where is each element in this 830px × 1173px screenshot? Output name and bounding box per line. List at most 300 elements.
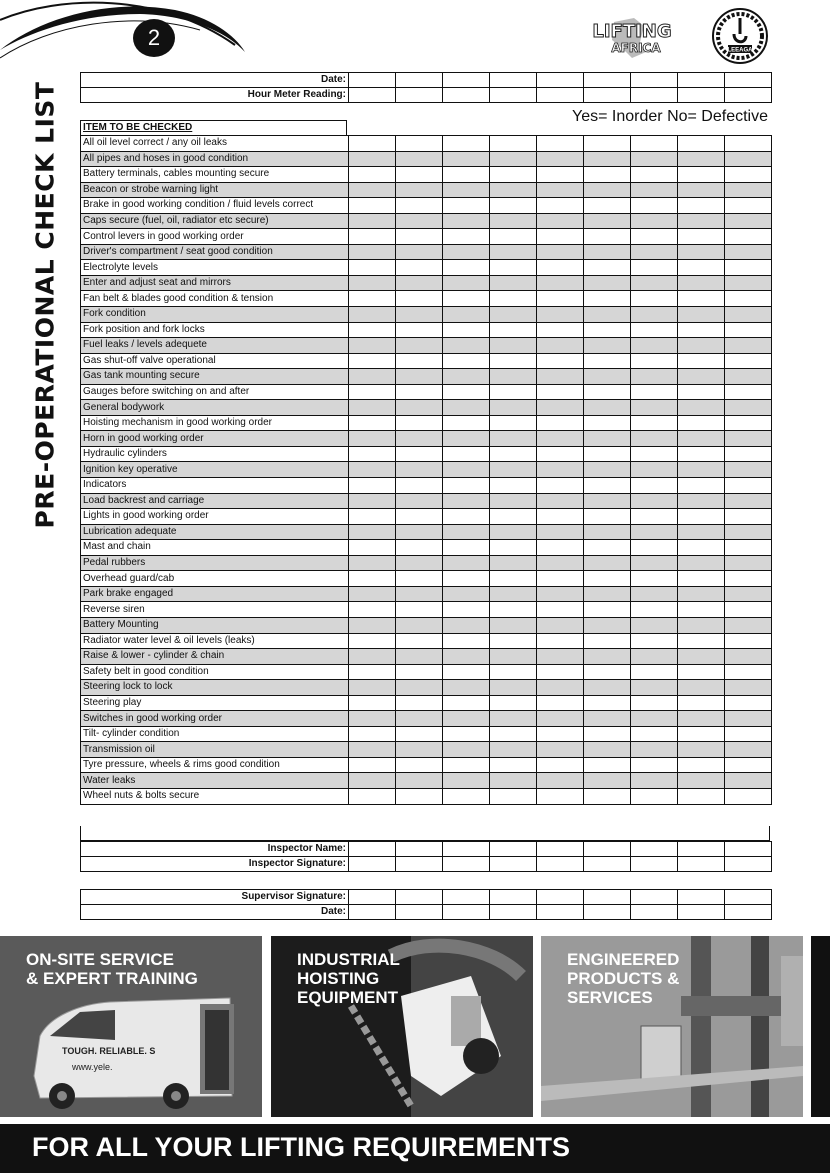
check-cell[interactable]	[396, 617, 443, 633]
check-cell[interactable]	[631, 742, 678, 758]
check-cell[interactable]	[490, 244, 537, 260]
check-cell[interactable]	[678, 322, 725, 338]
check-cell[interactable]	[537, 571, 584, 587]
date-cell[interactable]	[631, 73, 678, 88]
check-cell[interactable]	[443, 213, 490, 229]
check-cell[interactable]	[584, 462, 631, 478]
check-cell[interactable]	[443, 478, 490, 494]
supervisor-date-cell[interactable]	[396, 905, 443, 920]
check-cell[interactable]	[631, 493, 678, 509]
check-cell[interactable]	[349, 353, 396, 369]
check-cell[interactable]	[490, 338, 537, 354]
check-cell[interactable]	[537, 617, 584, 633]
check-cell[interactable]	[631, 788, 678, 804]
check-cell[interactable]	[725, 151, 772, 167]
check-cell[interactable]	[490, 509, 537, 525]
supervisor-signature-cell[interactable]	[443, 890, 490, 905]
check-cell[interactable]	[349, 524, 396, 540]
check-cell[interactable]	[396, 136, 443, 152]
check-cell[interactable]	[349, 260, 396, 276]
check-cell[interactable]	[725, 369, 772, 385]
check-cell[interactable]	[537, 757, 584, 773]
inspector-name-cell[interactable]	[349, 842, 396, 857]
check-cell[interactable]	[678, 773, 725, 789]
check-cell[interactable]	[490, 493, 537, 509]
check-cell[interactable]	[537, 213, 584, 229]
check-cell[interactable]	[537, 291, 584, 307]
check-cell[interactable]	[537, 167, 584, 183]
check-cell[interactable]	[349, 478, 396, 494]
supervisor-signature-cell[interactable]	[537, 890, 584, 905]
check-cell[interactable]	[396, 446, 443, 462]
check-cell[interactable]	[678, 291, 725, 307]
check-cell[interactable]	[537, 493, 584, 509]
check-cell[interactable]	[396, 338, 443, 354]
supervisor-signature-cell[interactable]	[631, 890, 678, 905]
check-cell[interactable]	[537, 586, 584, 602]
check-cell[interactable]	[725, 229, 772, 245]
check-cell[interactable]	[725, 275, 772, 291]
check-cell[interactable]	[537, 680, 584, 696]
check-cell[interactable]	[584, 571, 631, 587]
check-cell[interactable]	[725, 384, 772, 400]
check-cell[interactable]	[584, 182, 631, 198]
inspector-signature-cell[interactable]	[349, 857, 396, 872]
check-cell[interactable]	[631, 338, 678, 354]
check-cell[interactable]	[678, 478, 725, 494]
check-cell[interactable]	[537, 353, 584, 369]
check-cell[interactable]	[725, 633, 772, 649]
check-cell[interactable]	[349, 773, 396, 789]
check-cell[interactable]	[678, 633, 725, 649]
check-cell[interactable]	[443, 757, 490, 773]
check-cell[interactable]	[349, 571, 396, 587]
check-cell[interactable]	[396, 151, 443, 167]
check-cell[interactable]	[678, 244, 725, 260]
check-cell[interactable]	[537, 151, 584, 167]
check-cell[interactable]	[443, 338, 490, 354]
check-cell[interactable]	[678, 136, 725, 152]
check-cell[interactable]	[725, 742, 772, 758]
inspector-name-cell[interactable]	[631, 842, 678, 857]
check-cell[interactable]	[725, 431, 772, 447]
check-cell[interactable]	[537, 198, 584, 214]
check-cell[interactable]	[631, 213, 678, 229]
inspector-name-cell[interactable]	[396, 842, 443, 857]
check-cell[interactable]	[443, 773, 490, 789]
check-cell[interactable]	[631, 664, 678, 680]
date-cell[interactable]	[443, 73, 490, 88]
check-cell[interactable]	[584, 788, 631, 804]
check-cell[interactable]	[537, 664, 584, 680]
check-cell[interactable]	[443, 275, 490, 291]
check-cell[interactable]	[678, 307, 725, 323]
check-cell[interactable]	[490, 307, 537, 323]
check-cell[interactable]	[443, 649, 490, 665]
check-cell[interactable]	[396, 649, 443, 665]
check-cell[interactable]	[537, 649, 584, 665]
check-cell[interactable]	[443, 555, 490, 571]
check-cell[interactable]	[631, 586, 678, 602]
check-cell[interactable]	[725, 291, 772, 307]
check-cell[interactable]	[396, 244, 443, 260]
check-cell[interactable]	[631, 540, 678, 556]
date-cell[interactable]	[725, 73, 772, 88]
check-cell[interactable]	[725, 213, 772, 229]
check-cell[interactable]	[725, 307, 772, 323]
check-cell[interactable]	[678, 151, 725, 167]
check-cell[interactable]	[725, 260, 772, 276]
supervisor-date-cell[interactable]	[349, 905, 396, 920]
inspector-signature-cell[interactable]	[396, 857, 443, 872]
check-cell[interactable]	[584, 167, 631, 183]
check-cell[interactable]	[537, 322, 584, 338]
hour-meter-cell[interactable]	[537, 88, 584, 103]
check-cell[interactable]	[631, 524, 678, 540]
check-cell[interactable]	[490, 431, 537, 447]
check-cell[interactable]	[537, 400, 584, 416]
check-cell[interactable]	[584, 617, 631, 633]
check-cell[interactable]	[490, 633, 537, 649]
check-cell[interactable]	[725, 571, 772, 587]
check-cell[interactable]	[490, 664, 537, 680]
check-cell[interactable]	[725, 509, 772, 525]
check-cell[interactable]	[443, 384, 490, 400]
inspector-signature-cell[interactable]	[584, 857, 631, 872]
check-cell[interactable]	[443, 229, 490, 245]
check-cell[interactable]	[584, 353, 631, 369]
check-cell[interactable]	[396, 555, 443, 571]
check-cell[interactable]	[396, 664, 443, 680]
check-cell[interactable]	[349, 664, 396, 680]
check-cell[interactable]	[725, 462, 772, 478]
check-cell[interactable]	[584, 680, 631, 696]
check-cell[interactable]	[537, 136, 584, 152]
check-cell[interactable]	[443, 509, 490, 525]
check-cell[interactable]	[349, 275, 396, 291]
check-cell[interactable]	[443, 446, 490, 462]
check-cell[interactable]	[725, 586, 772, 602]
check-cell[interactable]	[349, 509, 396, 525]
check-cell[interactable]	[396, 229, 443, 245]
check-cell[interactable]	[584, 275, 631, 291]
check-cell[interactable]	[584, 338, 631, 354]
check-cell[interactable]	[396, 182, 443, 198]
check-cell[interactable]	[725, 167, 772, 183]
check-cell[interactable]	[725, 244, 772, 260]
check-cell[interactable]	[631, 198, 678, 214]
supervisor-date-cell[interactable]	[584, 905, 631, 920]
check-cell[interactable]	[396, 167, 443, 183]
check-cell[interactable]	[584, 229, 631, 245]
check-cell[interactable]	[443, 462, 490, 478]
check-cell[interactable]	[443, 353, 490, 369]
check-cell[interactable]	[490, 649, 537, 665]
check-cell[interactable]	[631, 322, 678, 338]
check-cell[interactable]	[584, 726, 631, 742]
date-cell[interactable]	[349, 73, 396, 88]
check-cell[interactable]	[490, 680, 537, 696]
hour-meter-cell[interactable]	[490, 88, 537, 103]
check-cell[interactable]	[490, 524, 537, 540]
check-cell[interactable]	[349, 555, 396, 571]
check-cell[interactable]	[725, 726, 772, 742]
check-cell[interactable]	[349, 400, 396, 416]
check-cell[interactable]	[631, 633, 678, 649]
check-cell[interactable]	[537, 695, 584, 711]
check-cell[interactable]	[349, 586, 396, 602]
check-cell[interactable]	[349, 540, 396, 556]
check-cell[interactable]	[490, 151, 537, 167]
check-cell[interactable]	[631, 136, 678, 152]
check-cell[interactable]	[349, 151, 396, 167]
check-cell[interactable]	[396, 711, 443, 727]
inspector-name-cell[interactable]	[490, 842, 537, 857]
check-cell[interactable]	[443, 244, 490, 260]
hour-meter-cell[interactable]	[443, 88, 490, 103]
check-cell[interactable]	[349, 291, 396, 307]
check-cell[interactable]	[678, 462, 725, 478]
check-cell[interactable]	[490, 757, 537, 773]
check-cell[interactable]	[443, 415, 490, 431]
hour-meter-cell[interactable]	[631, 88, 678, 103]
check-cell[interactable]	[584, 322, 631, 338]
check-cell[interactable]	[490, 400, 537, 416]
check-cell[interactable]	[725, 478, 772, 494]
check-cell[interactable]	[349, 136, 396, 152]
check-cell[interactable]	[584, 757, 631, 773]
supervisor-date-cell[interactable]	[631, 905, 678, 920]
inspector-signature-cell[interactable]	[631, 857, 678, 872]
check-cell[interactable]	[349, 198, 396, 214]
check-cell[interactable]	[631, 602, 678, 618]
check-cell[interactable]	[537, 742, 584, 758]
check-cell[interactable]	[490, 695, 537, 711]
date-cell[interactable]	[490, 73, 537, 88]
check-cell[interactable]	[396, 742, 443, 758]
check-cell[interactable]	[349, 244, 396, 260]
check-cell[interactable]	[490, 555, 537, 571]
check-cell[interactable]	[349, 446, 396, 462]
check-cell[interactable]	[584, 509, 631, 525]
check-cell[interactable]	[537, 369, 584, 385]
check-cell[interactable]	[443, 571, 490, 587]
check-cell[interactable]	[631, 617, 678, 633]
check-cell[interactable]	[584, 493, 631, 509]
check-cell[interactable]	[678, 493, 725, 509]
check-cell[interactable]	[349, 711, 396, 727]
date-cell[interactable]	[396, 73, 443, 88]
inspector-signature-cell[interactable]	[725, 857, 772, 872]
check-cell[interactable]	[725, 773, 772, 789]
check-cell[interactable]	[349, 788, 396, 804]
check-cell[interactable]	[349, 493, 396, 509]
check-cell[interactable]	[678, 680, 725, 696]
check-cell[interactable]	[678, 617, 725, 633]
check-cell[interactable]	[584, 633, 631, 649]
check-cell[interactable]	[537, 524, 584, 540]
check-cell[interactable]	[725, 695, 772, 711]
hour-meter-cell[interactable]	[678, 88, 725, 103]
inspector-signature-cell[interactable]	[490, 857, 537, 872]
check-cell[interactable]	[490, 462, 537, 478]
check-cell[interactable]	[584, 213, 631, 229]
check-cell[interactable]	[537, 555, 584, 571]
check-cell[interactable]	[537, 602, 584, 618]
check-cell[interactable]	[584, 555, 631, 571]
check-cell[interactable]	[443, 369, 490, 385]
check-cell[interactable]	[678, 167, 725, 183]
check-cell[interactable]	[678, 649, 725, 665]
check-cell[interactable]	[349, 680, 396, 696]
check-cell[interactable]	[631, 571, 678, 587]
check-cell[interactable]	[631, 478, 678, 494]
check-cell[interactable]	[443, 664, 490, 680]
check-cell[interactable]	[584, 711, 631, 727]
check-cell[interactable]	[396, 680, 443, 696]
check-cell[interactable]	[443, 617, 490, 633]
check-cell[interactable]	[490, 711, 537, 727]
check-cell[interactable]	[490, 602, 537, 618]
check-cell[interactable]	[584, 446, 631, 462]
check-cell[interactable]	[631, 229, 678, 245]
check-cell[interactable]	[443, 711, 490, 727]
check-cell[interactable]	[537, 478, 584, 494]
check-cell[interactable]	[349, 167, 396, 183]
check-cell[interactable]	[678, 695, 725, 711]
supervisor-date-cell[interactable]	[678, 905, 725, 920]
check-cell[interactable]	[678, 229, 725, 245]
supervisor-signature-cell[interactable]	[678, 890, 725, 905]
check-cell[interactable]	[490, 726, 537, 742]
check-cell[interactable]	[631, 462, 678, 478]
check-cell[interactable]	[349, 229, 396, 245]
check-cell[interactable]	[725, 182, 772, 198]
check-cell[interactable]	[584, 742, 631, 758]
check-cell[interactable]	[443, 726, 490, 742]
check-cell[interactable]	[443, 680, 490, 696]
check-cell[interactable]	[678, 711, 725, 727]
check-cell[interactable]	[443, 788, 490, 804]
check-cell[interactable]	[490, 353, 537, 369]
check-cell[interactable]	[678, 275, 725, 291]
check-cell[interactable]	[396, 462, 443, 478]
check-cell[interactable]	[443, 198, 490, 214]
check-cell[interactable]	[631, 415, 678, 431]
hour-meter-cell[interactable]	[349, 88, 396, 103]
check-cell[interactable]	[443, 291, 490, 307]
check-cell[interactable]	[631, 400, 678, 416]
check-cell[interactable]	[396, 773, 443, 789]
supervisor-signature-cell[interactable]	[490, 890, 537, 905]
check-cell[interactable]	[396, 757, 443, 773]
check-cell[interactable]	[537, 275, 584, 291]
check-cell[interactable]	[678, 555, 725, 571]
check-cell[interactable]	[443, 431, 490, 447]
check-cell[interactable]	[678, 260, 725, 276]
check-cell[interactable]	[537, 260, 584, 276]
inspector-name-cell[interactable]	[537, 842, 584, 857]
check-cell[interactable]	[584, 664, 631, 680]
check-cell[interactable]	[490, 540, 537, 556]
check-cell[interactable]	[490, 384, 537, 400]
check-cell[interactable]	[443, 742, 490, 758]
check-cell[interactable]	[631, 773, 678, 789]
check-cell[interactable]	[443, 695, 490, 711]
check-cell[interactable]	[396, 275, 443, 291]
check-cell[interactable]	[678, 384, 725, 400]
check-cell[interactable]	[631, 695, 678, 711]
check-cell[interactable]	[490, 322, 537, 338]
check-cell[interactable]	[725, 353, 772, 369]
check-cell[interactable]	[396, 493, 443, 509]
check-cell[interactable]	[396, 524, 443, 540]
check-cell[interactable]	[490, 788, 537, 804]
check-cell[interactable]	[584, 773, 631, 789]
check-cell[interactable]	[396, 509, 443, 525]
check-cell[interactable]	[584, 649, 631, 665]
inspector-name-cell[interactable]	[584, 842, 631, 857]
check-cell[interactable]	[490, 213, 537, 229]
supervisor-signature-cell[interactable]	[396, 890, 443, 905]
check-cell[interactable]	[349, 338, 396, 354]
check-cell[interactable]	[678, 198, 725, 214]
hour-meter-cell[interactable]	[396, 88, 443, 103]
check-cell[interactable]	[725, 788, 772, 804]
check-cell[interactable]	[725, 757, 772, 773]
check-cell[interactable]	[631, 369, 678, 385]
check-cell[interactable]	[631, 353, 678, 369]
check-cell[interactable]	[584, 291, 631, 307]
check-cell[interactable]	[584, 244, 631, 260]
check-cell[interactable]	[349, 726, 396, 742]
check-cell[interactable]	[631, 244, 678, 260]
check-cell[interactable]	[396, 726, 443, 742]
check-cell[interactable]	[631, 275, 678, 291]
check-cell[interactable]	[490, 586, 537, 602]
check-cell[interactable]	[678, 788, 725, 804]
check-cell[interactable]	[396, 633, 443, 649]
supervisor-signature-cell[interactable]	[349, 890, 396, 905]
check-cell[interactable]	[584, 400, 631, 416]
check-cell[interactable]	[537, 229, 584, 245]
check-cell[interactable]	[725, 446, 772, 462]
check-cell[interactable]	[443, 493, 490, 509]
check-cell[interactable]	[349, 322, 396, 338]
check-cell[interactable]	[443, 524, 490, 540]
supervisor-signature-cell[interactable]	[725, 890, 772, 905]
check-cell[interactable]	[678, 446, 725, 462]
check-cell[interactable]	[725, 136, 772, 152]
check-cell[interactable]	[725, 540, 772, 556]
check-cell[interactable]	[725, 322, 772, 338]
check-cell[interactable]	[584, 478, 631, 494]
check-cell[interactable]	[631, 711, 678, 727]
check-cell[interactable]	[584, 586, 631, 602]
check-cell[interactable]	[490, 415, 537, 431]
check-cell[interactable]	[443, 151, 490, 167]
check-cell[interactable]	[631, 680, 678, 696]
check-cell[interactable]	[678, 338, 725, 354]
check-cell[interactable]	[537, 415, 584, 431]
check-cell[interactable]	[678, 742, 725, 758]
date-cell[interactable]	[584, 73, 631, 88]
inspector-name-cell[interactable]	[443, 842, 490, 857]
check-cell[interactable]	[631, 757, 678, 773]
inspector-name-cell[interactable]	[725, 842, 772, 857]
check-cell[interactable]	[349, 617, 396, 633]
check-cell[interactable]	[490, 260, 537, 276]
